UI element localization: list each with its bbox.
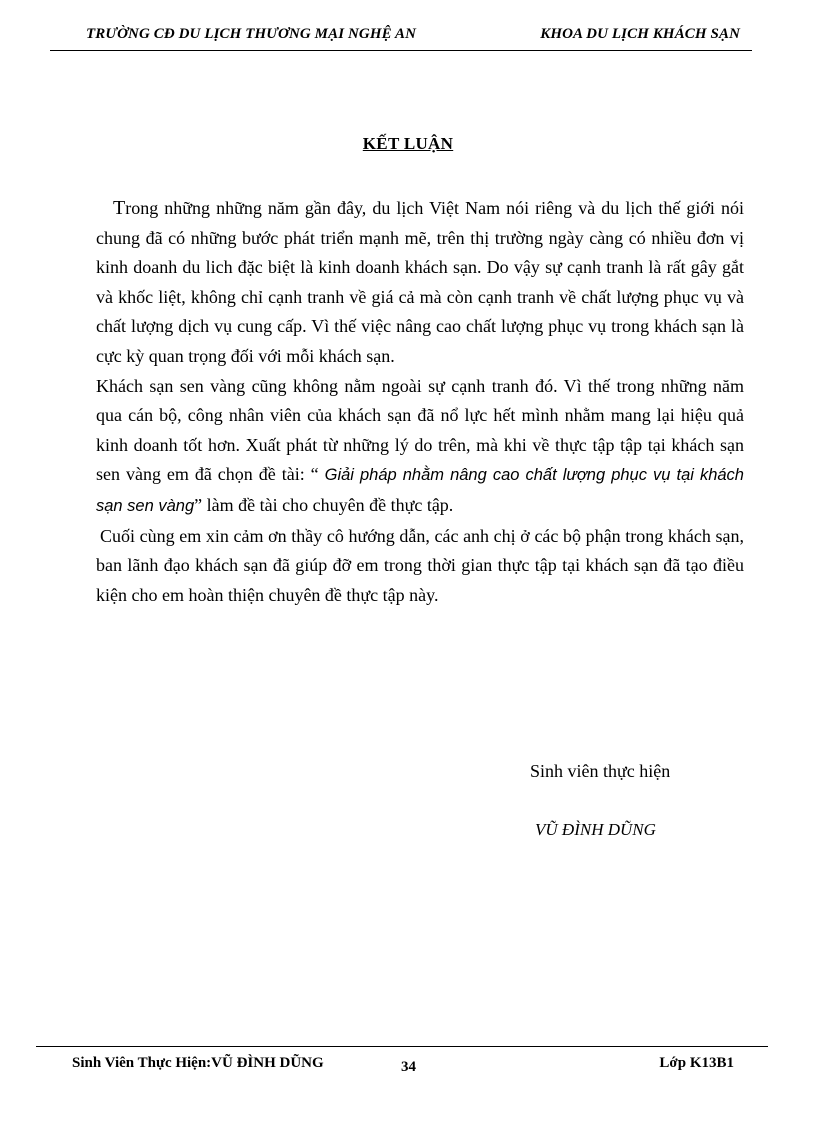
signature-name: VŨ ĐÌNH DŨNG [535, 820, 656, 839]
paragraph-1 [96, 194, 744, 372]
page-header [50, 22, 752, 51]
footer-class: Lớp K13B1 [659, 1055, 734, 1071]
signature-role: Sinh viên thực hiện [530, 761, 671, 781]
paragraph-1-initial: T [113, 197, 126, 219]
thesis-topic-quote: Giải pháp nhằm nâng cao chất lượng phục vụ tại khách sạn sen vàng [96, 466, 744, 515]
header-faculty-name: KHOA DU LỊCH KHÁCH SẠN [540, 26, 740, 42]
page-number: 34 [401, 1059, 416, 1075]
footer-student: Sinh Viên Thực Hiện:VŨ ĐÌNH DŨNG [72, 1055, 324, 1071]
page-footer [36, 1046, 768, 1087]
paragraph-2-text-after: ” làm đề tài cho chuyên đề thực tập. [194, 494, 454, 515]
paragraph-2 [96, 372, 744, 522]
paragraph-2-text-before: Khách sạn sen vàng cũng không nằm ngoài sự cạnh tranh đó. Vì thế trong những năm qua cán bộ, công nhân viên của khách sạn đã nổ lực hết mình nhằm mang lại hiệu quả kinh doanh tốt hơn. Xuất phát từ những lý do trên, mà khi về thực tập tập tại khách sạn sen vàng em đã chọn đề tài: “ [96, 375, 744, 485]
paragraph-3: Cuối cùng em xin cảm ơn thầy cô hướng dẫn, các anh chị ở các bộ phận trong khách sạn, ban lãnh đạo khách sạn đã giúp đỡ em trong thời gian thực tập tại khách sạn đã tạo điều kiện cho em hoàn thiện chuyên đề thực tập này. [96, 525, 744, 605]
section-title-text: KẾT LUẬN [362, 134, 454, 153]
section-title [0, 134, 816, 154]
document-body [96, 194, 744, 610]
header-school-name: TRƯỜNG CĐ DU LỊCH THƯƠNG MẠI NGHỆ AN [86, 26, 417, 42]
paragraph-1-text: rong những những năm gần đây, du lịch Việt Nam nói riêng và du lịch thế giới nói chung đã có những bước phát triển mạnh mẽ, trên thị trường ngày càng có nhiều đơn vị kinh doanh du lich đặc biệt là kinh doanh khách sạn. Do vậy sự cạnh tranh là rất gây gắt và khốc liệt, không chỉ cạnh tranh về giá cả mà còn cạnh tranh về chất lượng phục vụ và chất lượng dịch vụ cung cấp. Vì thế việc nâng cao chất lượng phục vụ trong khách sạn là cực kỳ quan trọng đối với mỗi khách sạn. [96, 198, 744, 366]
